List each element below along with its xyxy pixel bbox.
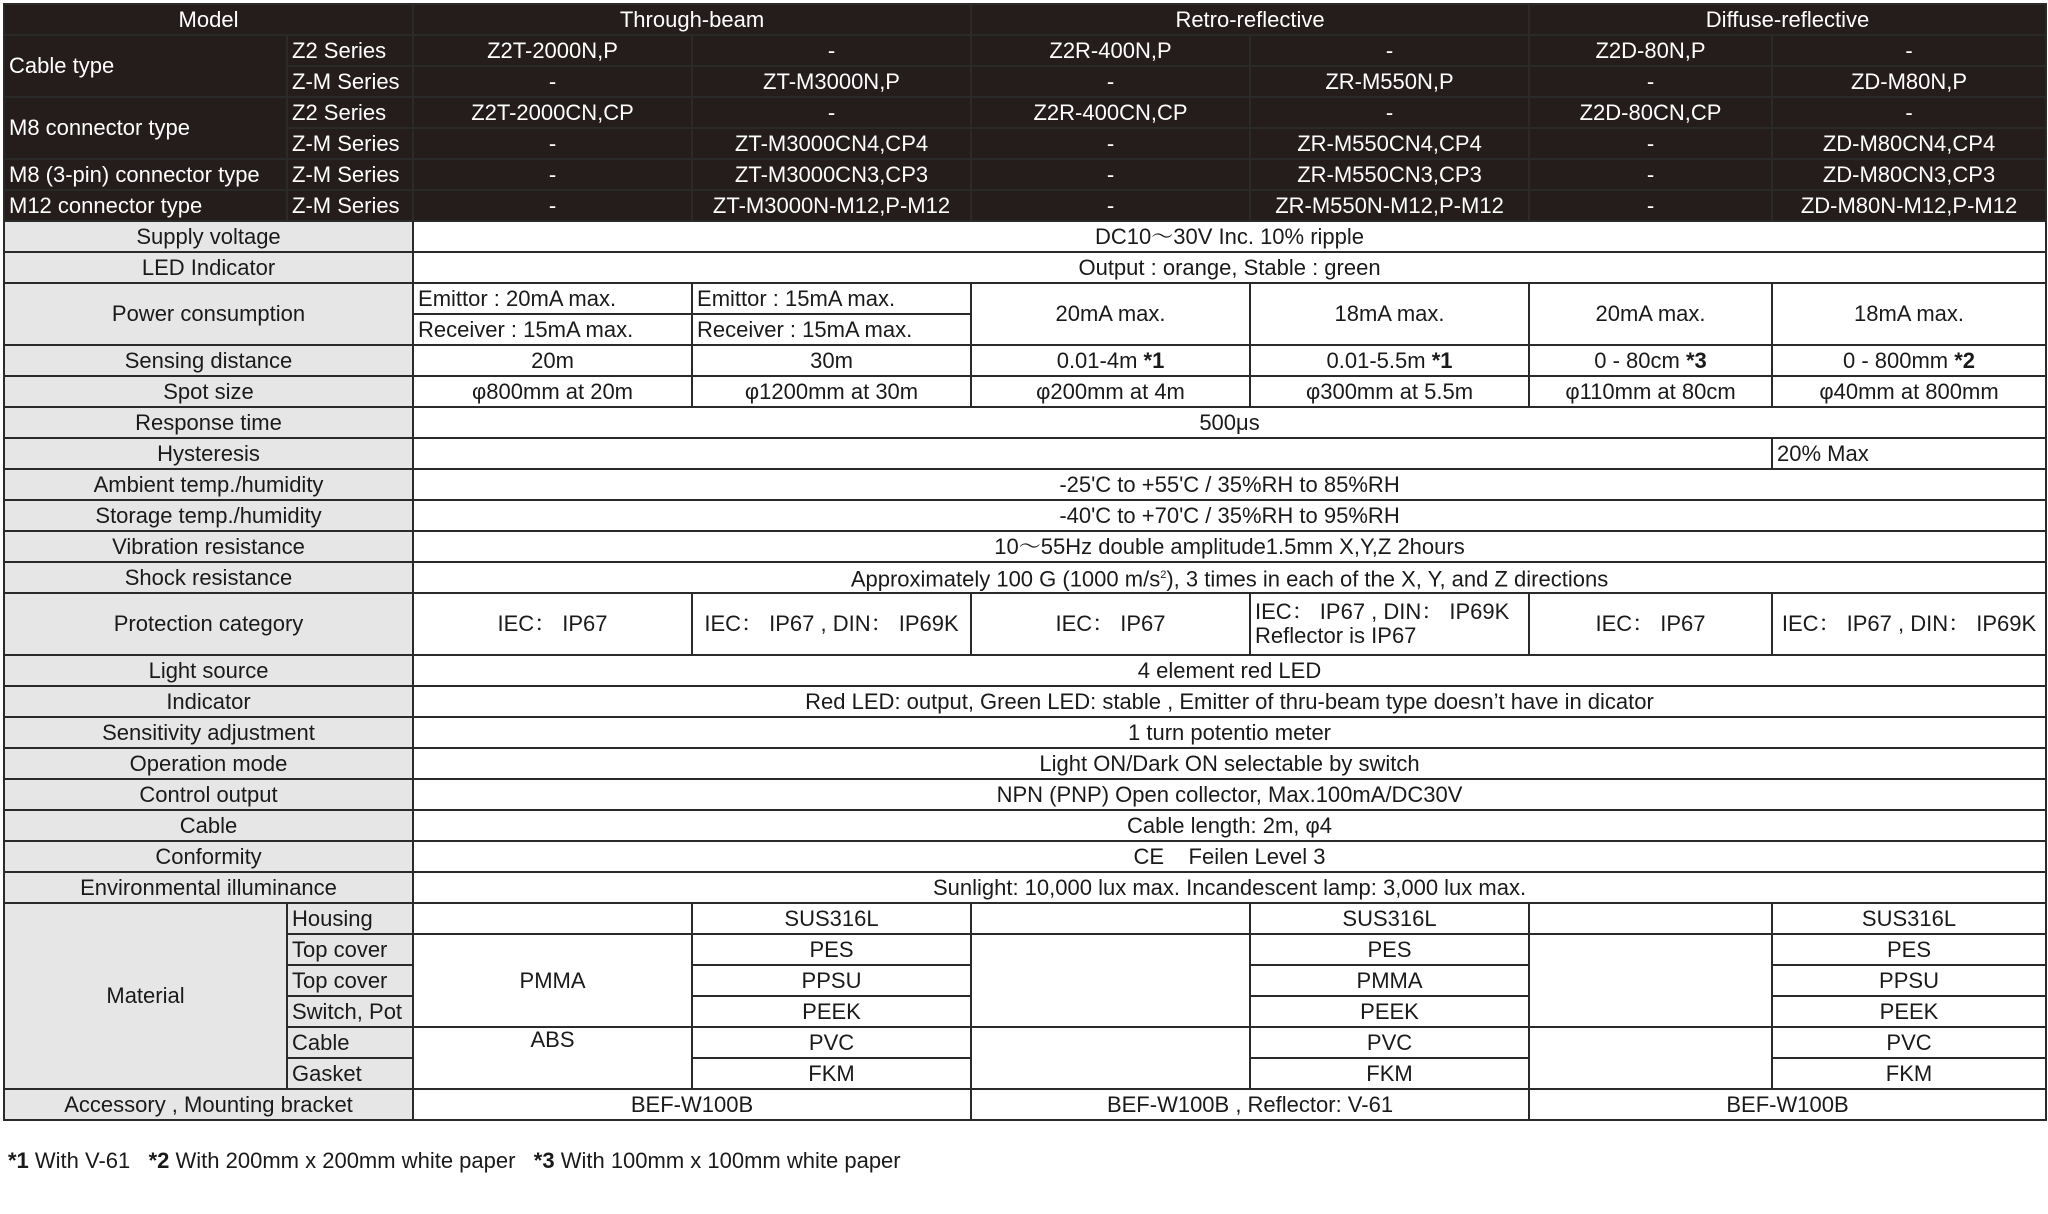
footnote-text: With 100mm x 100mm white paper [554,1148,901,1173]
spec-row-control-output [4,779,2046,810]
spec-value [413,345,692,376]
model-cell: - [1529,128,1772,159]
model-cell: - [971,66,1250,97]
spec-value: φ40mm at 800mm [1772,376,2046,407]
distance-value: 0.01-5.5m [1326,347,1432,373]
power-tb1-receiver: Receiver : 15mA max. [413,314,692,345]
accessory-diffuse: BEF-W100B [1529,1089,2046,1120]
spec-label: Control output [4,779,413,810]
model-cell: - [1772,35,2046,66]
model-cell: - [971,190,1250,221]
spec-value: Light ON/Dark ON selectable by switch [413,748,2046,779]
spec-value: -25'C to +55'C / 35%RH to 85%RH [413,469,2046,500]
model-cell: ZD-M80N,P [1772,66,2046,97]
footnotes [8,1148,901,1174]
spec-row-storage [4,500,2046,531]
footnote-mark: *2 [1954,347,1976,373]
distance-value: 0.01-4m [1056,347,1144,373]
spec-value: CE Feilen Level 3 [413,841,2046,872]
spec-value: φ300mm at 5.5m [1250,376,1529,407]
model-header: Model [4,4,413,35]
model-cell: Z2R-400CN,CP [971,97,1250,128]
model-cell: ZD-M80CN4,CP4 [1772,128,2046,159]
spec-row-power-1 [4,283,2046,314]
distance-value: 0 - 800mm [1842,347,1955,373]
material-value: PVC [692,1027,971,1058]
spec-row-sensitivity [4,717,2046,748]
spec-row-cable [4,810,2046,841]
spec-value: IEC： IP67 , DIN： IP69K [692,593,971,655]
footnote-mark: *1 [1143,347,1165,373]
spec-value: φ110mm at 80cm [1529,376,1772,407]
accessory-retro: BEF-W100B , Reflector: V-61 [971,1089,1529,1120]
spec-row-response-time [4,407,2046,438]
spec-value: IEC： IP67 [413,593,692,655]
model-row-m8-3pin [4,159,2046,190]
spec-row-shock [4,562,2046,593]
material-part-label: Top cover [287,934,413,965]
protection-note: Reflector is IP67 [1255,623,1417,648]
material-part-label: Switch, Pot [287,996,413,1027]
footnote-mark: *1 [8,1148,29,1173]
retro-header: Retro-reflective [971,4,1529,35]
power-retro1: 20mA max. [971,283,1250,345]
material-value: PEEK [1250,996,1529,1027]
power-tb2-receiver: Receiver : 15mA max. [692,314,971,345]
shock-text: ), 3 times in each of the X, Y, and Z directions [1166,566,1609,592]
cable-type-label: Cable type [4,35,287,97]
spec-value: -40'C to +70'C / 35%RH to 95%RH [413,500,2046,531]
accessory-through-beam: BEF-W100B [413,1089,971,1120]
spec-label: Cable [4,810,413,841]
model-cell: ZT-M3000CN4,CP4 [692,128,971,159]
footnote-mark: *3 [1685,347,1707,373]
model-cell: Z2D-80CN,CP [1529,97,1772,128]
spec-label: LED Indicator [4,252,413,283]
power-retro2: 18mA max. [1250,283,1529,345]
spec-label: Accessory , Mounting bracket [4,1089,413,1120]
spec-label: Light source [4,655,413,686]
distance-value: 0 - 80cm [1594,347,1686,373]
spec-label: Sensing distance [4,345,413,376]
header-row [4,4,2046,35]
model-cell: - [413,128,692,159]
model-row-cable-z2 [4,35,2046,66]
material-row-cable [4,1027,2046,1058]
spec-row-supply-voltage [4,221,2046,252]
material-value: SUS316L [692,903,971,934]
model-cell: Z2T-2000N,P [413,35,692,66]
spec-label: Protection category [4,593,413,655]
accessory-row [4,1089,2046,1120]
model-cell: Z2T-2000CN,CP [413,97,692,128]
material-row-top-cover [4,934,2046,965]
spec-table [3,3,2047,1121]
model-cell: ZR-M550N-M12,P-M12 [1250,190,1529,221]
model-cell: Z2D-80N,P [1529,35,1772,66]
spec-row-hysteresis [4,438,2046,469]
through-beam-header: Through-beam [413,4,971,35]
spec-row-spot-size [4,376,2046,407]
spec-value [1250,593,1529,655]
material-part-label: Top cover [287,965,413,996]
protection-line: IEC： IP67 , DIN： IP69K [1255,599,1510,624]
m8-3pin-type-label: M8 (3-pin) connector type [4,159,287,190]
power-diff2: 18mA max. [1772,283,2046,345]
spec-value: NPN (PNP) Open collector, Max.100mA/DC30V [413,779,2046,810]
material-value: PPSU [1772,965,2046,996]
spec-label: Conformity [4,841,413,872]
spec-label: Ambient temp./humidity [4,469,413,500]
spec-row-protection [4,593,2046,655]
model-cell: - [971,159,1250,190]
model-cell: - [1529,66,1772,97]
material-value: FKM [1772,1058,2046,1089]
material-value: PVC [1772,1027,2046,1058]
spec-value: IEC： IP67 , DIN： IP69K [1772,593,2046,655]
material-value: PES [1250,934,1529,965]
spec-value: Sunlight: 10,000 lux max. Incandescent lamp: 3,000 lux max. [413,872,2046,903]
m12-type-label: M12 connector type [4,190,287,221]
material-value: SUS316L [1772,903,2046,934]
material-value: FKM [692,1058,971,1089]
model-cell: - [692,35,971,66]
model-row-m8-zm [4,128,2046,159]
spec-value: φ1200mm at 30m [692,376,971,407]
spec-label: Sensitivity adjustment [4,717,413,748]
spec-row-ambient [4,469,2046,500]
series-label: Z-M Series [287,128,413,159]
distance-value: 20m [531,347,574,373]
spec-label: Vibration resistance [4,531,413,562]
diffuse-header: Diffuse-reflective [1529,4,2046,35]
spec-row-sensing-distance [4,345,2046,376]
material-part-label: Gasket [287,1058,413,1089]
spec-value: Output : orange, Stable : green [413,252,2046,283]
spec-label: Operation mode [4,748,413,779]
spec-value [413,562,2046,593]
material-empty [1529,934,1772,1027]
material-value: PES [692,934,971,965]
spec-row-operation-mode [4,748,2046,779]
material-empty [1529,903,1772,934]
material-part-label: Cable [287,1027,413,1058]
model-cell: - [971,128,1250,159]
spec-label: Power consumption [4,283,413,345]
distance-value: 30m [810,347,853,373]
series-label: Z2 Series [287,35,413,66]
spec-value [1529,345,1772,376]
power-tb1-emitter: Emittor : 20mA max. [413,283,692,314]
model-cell: ZT-M3000CN3,CP3 [692,159,971,190]
series-label: Z2 Series [287,97,413,128]
power-tb2-emitter: Emittor : 15mA max. [692,283,971,314]
material-value: PES [1772,934,2046,965]
material-value: FKM [1250,1058,1529,1089]
model-cell: - [1250,97,1529,128]
model-row-m8-z2 [4,97,2046,128]
spec-value: 500μs [413,407,2046,438]
material-empty [971,903,1250,934]
spec-value: IEC： IP67 [1529,593,1772,655]
material-empty [1529,1027,1772,1089]
spec-row-indicator [4,686,2046,717]
model-cell: - [1529,159,1772,190]
material-value: PEEK [1772,996,2046,1027]
spec-value [971,345,1250,376]
spec-value: φ800mm at 20m [413,376,692,407]
spec-value: 20% Max [1772,438,2046,469]
spec-row-conformity [4,841,2046,872]
spec-label: Hysteresis [4,438,413,469]
spec-label: Supply voltage [4,221,413,252]
model-cell: ZT-M3000N-M12,P-M12 [692,190,971,221]
spec-value: φ200mm at 4m [971,376,1250,407]
model-row-cable-zm [4,66,2046,97]
material-z2-cable: ABS [413,1027,692,1089]
spec-value [692,345,971,376]
model-cell: - [1250,35,1529,66]
model-cell: ZD-M80CN3,CP3 [1772,159,2046,190]
shock-superscript: 2 [1160,569,1167,582]
m8-type-label: M8 connector type [4,97,287,159]
series-label: Z-M Series [287,190,413,221]
model-cell: ZR-M550N,P [1250,66,1529,97]
material-empty [971,934,1250,1027]
spec-label: Spot size [4,376,413,407]
spec-label: Response time [4,407,413,438]
material-row-housing [4,903,2046,934]
model-row-m12 [4,190,2046,221]
shock-text: Approximately 100 G (1000 m/s [850,566,1161,592]
spec-row-vibration [4,531,2046,562]
footnote-mark: *3 [533,1148,555,1173]
material-value: PMMA [1250,965,1529,996]
model-cell: ZD-M80N-M12,P-M12 [1772,190,2046,221]
spec-label: Storage temp./humidity [4,500,413,531]
spec-label: Shock resistance [4,562,413,593]
material-z2-tb-top: PMMA [413,934,692,1027]
series-label: Z-M Series [287,66,413,97]
spec-value: IEC： IP67 [971,593,1250,655]
material-value: SUS316L [1250,903,1529,934]
power-diff1: 20mA max. [1529,283,1772,345]
spec-value: 10～55Hz double amplitude1.5mm X,Y,Z 2hours [413,531,2046,562]
model-cell: ZT-M3000N,P [692,66,971,97]
spec-label: Indicator [4,686,413,717]
model-cell: - [413,190,692,221]
material-part-label: Housing [287,903,413,934]
spec-value: DC10～30V Inc. 10% ripple [413,221,2046,252]
model-cell: ZR-M550CN4,CP4 [1250,128,1529,159]
spec-value [1772,345,2046,376]
model-cell: Z2R-400N,P [971,35,1250,66]
spec-value: 1 turn potentio meter [413,717,2046,748]
spec-value [1250,345,1529,376]
model-cell: ZR-M550CN3,CP3 [1250,159,1529,190]
material-value: PVC [1250,1027,1529,1058]
model-cell: - [1772,97,2046,128]
spec-label: Environmental illuminance [4,872,413,903]
model-cell: - [413,159,692,190]
material-empty [413,903,692,934]
footnote-text: With V-61 [28,1148,131,1173]
footnote-mark: *2 [148,1148,170,1173]
material-value: PEEK [692,996,971,1027]
spec-value-empty [413,438,1772,469]
footnote-mark: *1 [1431,347,1453,373]
spec-row-light-source [4,655,2046,686]
material-value: PPSU [692,965,971,996]
model-cell: - [1529,190,1772,221]
model-cell: - [692,97,971,128]
model-cell: - [413,66,692,97]
spec-row-env-illuminance [4,872,2046,903]
spec-value: Red LED: output, Green LED: stable , Emitter of thru-beam type doesn’t have in dicator [413,686,2046,717]
spec-value: Cable length: 2m, φ4 [413,810,2046,841]
material-label: Material [4,903,287,1089]
footnote-text: With 200mm x 200mm white paper [169,1148,516,1173]
material-empty [971,1027,1250,1089]
series-label: Z-M Series [287,159,413,190]
spec-row-led-indicator [4,252,2046,283]
spec-value: 4 element red LED [413,655,2046,686]
